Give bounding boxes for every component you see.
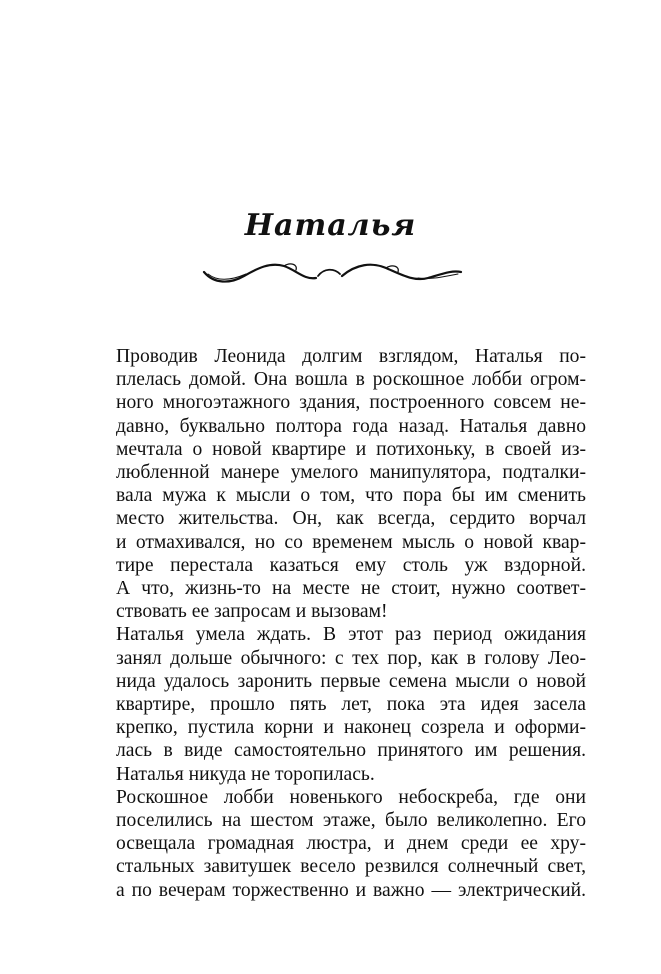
text-line: любленной манере умелого манипулятора, подталки- xyxy=(116,462,586,484)
chapter-title: Наталья xyxy=(244,208,417,243)
text-line: Наталья никуда не торопилась. xyxy=(116,763,375,785)
text-line: лась в виде самостоятельно принятого им решения. xyxy=(116,740,586,762)
text-line: мечтала о новой квартире и потихоньку, в своей из- xyxy=(116,438,586,460)
text-line: и отмахивался, но со временем мысль о новой квар- xyxy=(116,531,586,553)
text-line: место жительства. Он, как всегда, сердито ворчал xyxy=(116,508,586,530)
paragraph-2 xyxy=(88,623,586,785)
text-line: А что, жизнь-то на месте не стоит, нужно соответ- xyxy=(116,578,586,600)
text-line: освещала громадная люстра, и днем среди ее хру- xyxy=(116,833,586,855)
text-line: стальных завитушек весело резвился солнечный свет, xyxy=(116,856,586,878)
text-line: плелась домой. Она вошла в роскошное лобби огром- xyxy=(116,369,586,391)
text-line: поселились на шестом этаже, было великолепно. Его xyxy=(116,810,586,832)
text-line: тире перестала казаться ему столь уж вздорной. xyxy=(116,554,586,576)
wave-flourish-icon xyxy=(200,258,465,286)
text-line: нида удалось заронить первые семена мысли о новой xyxy=(116,670,586,692)
text-line: занял дольше обычного: с тех пор, как в голову Лео- xyxy=(116,647,586,669)
text-line: Наталья умела ждать. В этот раз период ожидания xyxy=(116,624,586,646)
chapter-body xyxy=(88,345,586,902)
text-line: Роскошное лобби новенького небоскреба, где они xyxy=(116,786,586,808)
text-line: ного многоэтажного здания, построенного совсем не- xyxy=(116,392,586,414)
text-line: крепко, пустила корни и наконец созрела и оформи- xyxy=(116,717,586,739)
text-line: ствовать ее запросам и вызовам! xyxy=(116,601,388,623)
text-line: квартире, прошло пять лет, пока эта идея засела xyxy=(116,694,586,716)
paragraph-1 xyxy=(88,345,586,623)
text-line: давно, буквально полтора года назад. Наталья давно xyxy=(116,415,586,437)
text-line: вала мужа к мысли о том, что пора бы им сменить xyxy=(116,485,586,507)
text-line: Проводив Леонида долгим взглядом, Наталья по- xyxy=(116,346,586,367)
text-line: а по вечерам торжественно и важно — электрический. xyxy=(116,879,586,901)
paragraph-3 xyxy=(88,786,586,902)
